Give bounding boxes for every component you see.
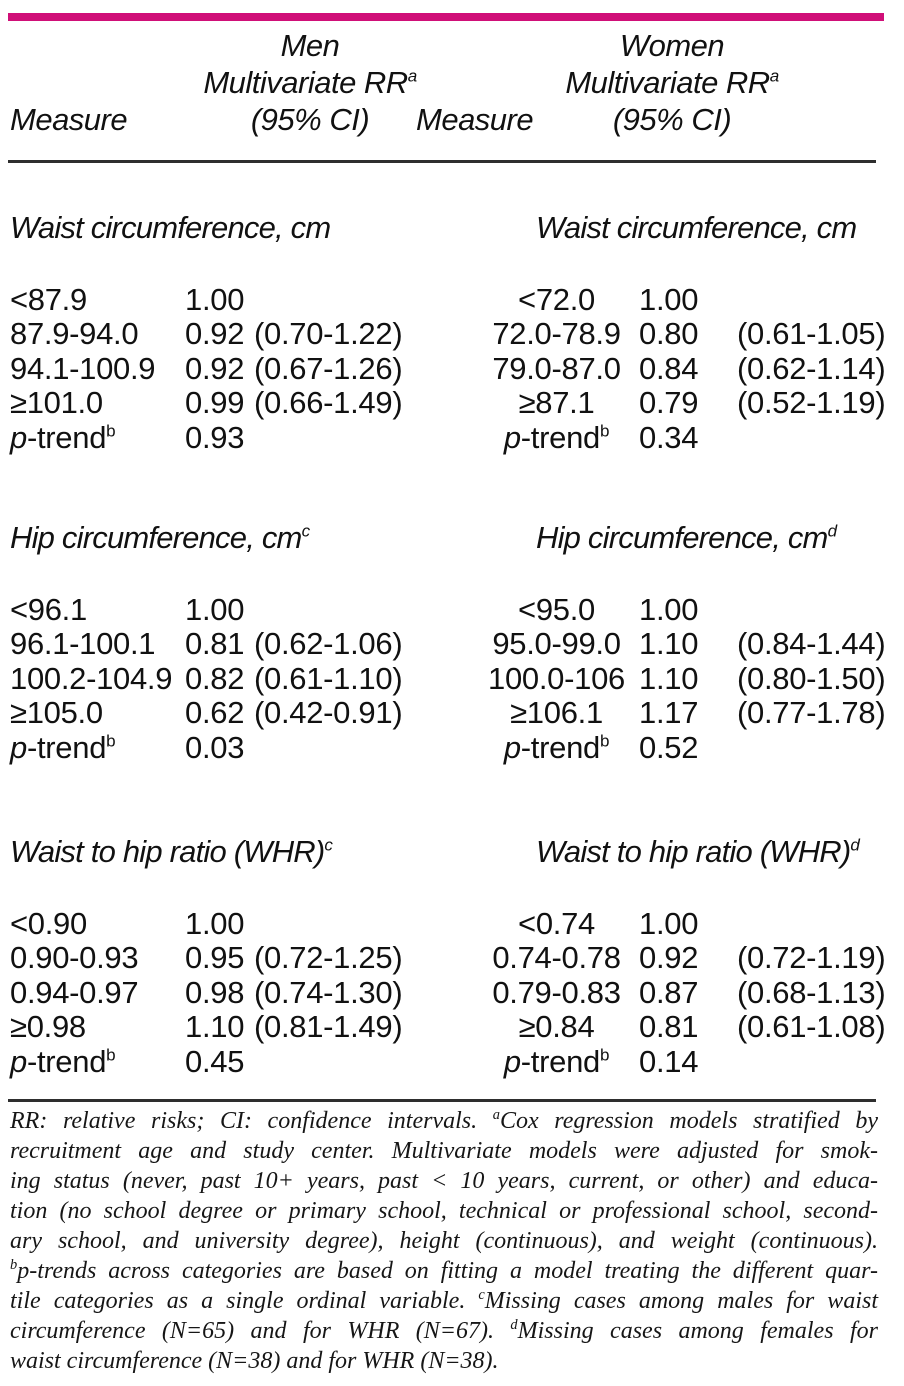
women-measure-value: 79.0-87.0 [492, 350, 621, 386]
measure-column-label-right: Measure [416, 102, 534, 137]
footnote-line: recruitment age and study center. Multivariate models were adjusted for smok- [10, 1138, 878, 1164]
women-rr-value: 1.00 [639, 592, 699, 627]
section-title-row [10, 211, 904, 245]
footnote-line: waist circumference (N=38) and for WHR (N=38). [10, 1348, 499, 1374]
men-rr-value: 1.00 [185, 282, 245, 317]
p-trend-footnote-marker: b [106, 731, 116, 751]
section-title-men [10, 521, 474, 555]
section-title-women [474, 521, 904, 555]
section-hip-circumference [0, 521, 904, 765]
footnote-marker: d [510, 1317, 518, 1333]
men-ci-value: (0.72-1.25) [254, 940, 403, 976]
p-trend-footnote-marker: b [599, 731, 610, 751]
footnote-line: tion (no school degree or primary school, technical or professional school, second- [10, 1198, 878, 1224]
men-measure-value: ≥105.0 [10, 695, 103, 731]
men-measure-value: ≥101.0 [10, 385, 103, 421]
section-title-women [474, 211, 904, 245]
measure-column-label-left: Measure [10, 102, 128, 137]
p-trend-label: p-trend$^b$ [10, 419, 116, 455]
men-measure-value: <96.1 [10, 592, 87, 627]
women-ci-value [737, 593, 904, 627]
women-header-line1: Women [619, 28, 725, 63]
men-ci-value [254, 421, 474, 455]
men-ci-value: (0.74-1.30) [254, 974, 403, 1010]
women-measure-value: 100.0-106 [488, 660, 625, 696]
men-ci-value: (0.42-0.91) [254, 695, 403, 731]
women-measure-value: 72.0-78.9 [492, 316, 621, 352]
men-p-trend-value: 0.93 [185, 419, 245, 455]
men-ci-value: (0.61-1.10) [254, 660, 403, 696]
section-title-footnote-marker: d [850, 835, 860, 855]
women-p-trend-value: 0.52 [639, 729, 699, 765]
men-column-header [185, 27, 435, 138]
men-rr-value: 1.00 [185, 906, 245, 941]
men-ci-value: (0.81-1.49) [254, 1009, 403, 1045]
section-title-row [10, 835, 904, 869]
footnote-line: circumference (N=65) and for WHR (N=67). $^d$Missing cases among females for [10, 1317, 878, 1344]
men-header-line2 [185, 64, 435, 101]
men-measure-value: <87.9 [10, 282, 87, 317]
men-p-trend-value: 0.03 [185, 729, 245, 765]
section-data-rows [10, 283, 904, 455]
men-ci-value [254, 593, 474, 627]
men-ci-value [254, 731, 474, 765]
men-header-footnote-marker: a [407, 66, 417, 86]
p-trend-label: p-trend$^b$ [10, 1043, 116, 1079]
men-header-line1: Men [280, 28, 340, 63]
women-ci-value [737, 907, 904, 941]
men-rr-value: 0.98 [185, 974, 245, 1010]
section-title-text: Hip circumference, cm [10, 520, 302, 555]
women-ci-value [737, 1045, 904, 1079]
section-waist-hip-ratio [0, 835, 904, 1079]
section-data-rows [10, 907, 904, 1079]
men-rr-value: 0.99 [185, 385, 245, 421]
women-ci-value [737, 283, 904, 317]
men-measure-value: 96.1-100.1 [10, 626, 156, 662]
section-title-text: Hip circumference, cm [536, 520, 828, 555]
section-title-footnote-marker: d [827, 521, 837, 541]
women-rr-value: 0.80 [639, 316, 699, 352]
section-title-text: Waist circumference, cm [536, 210, 857, 245]
men-ci-value [254, 1045, 474, 1079]
men-measure-value: 87.9-94.0 [10, 316, 139, 352]
men-header-line3: (95% CI) [250, 102, 370, 137]
section-title-text: Waist to hip ratio (WHR) [536, 834, 851, 869]
women-rr-value: 1.17 [639, 695, 699, 731]
women-measure-value: <0.74 [518, 906, 595, 941]
p-trend-footnote-marker: b [106, 421, 116, 441]
women-column-header [547, 27, 797, 138]
women-measure-value: 0.74-0.78 [492, 940, 621, 976]
p-trend-label: p-trend$^b$ [503, 1043, 610, 1079]
footnote-marker: c [478, 1287, 485, 1303]
women-measure-value: ≥0.84 [518, 1009, 595, 1045]
men-measure-value: 0.90-0.93 [10, 940, 139, 976]
men-rr-value: 0.92 [185, 316, 245, 352]
women-measure-value: ≥106.1 [510, 695, 603, 731]
women-ci-value: (0.72-1.19) [737, 940, 886, 976]
section-title-footnote-marker: c [301, 521, 310, 541]
women-header-rr-label: Multivariate RR [565, 65, 770, 100]
footnote-line: ing status (never, past 10+ years, past < 10 years, current, or other) and educa- [10, 1168, 878, 1194]
women-p-trend-value: 0.34 [639, 419, 699, 455]
footnote-line: tile categories as a single ordinal variable. $^c$Missing cases among males for waist [10, 1287, 878, 1314]
section-title-row [10, 521, 904, 555]
section-data-rows [10, 593, 904, 765]
women-ci-value: (0.77-1.78) [737, 695, 886, 731]
women-rr-value: 0.84 [639, 350, 699, 386]
section-title-women [474, 835, 904, 869]
men-measure-value: 0.94-0.97 [10, 974, 139, 1010]
p-trend-label: p-trend$^b$ [10, 729, 116, 765]
women-ci-value: (0.80-1.50) [737, 660, 886, 696]
women-header-footnote-marker: a [769, 66, 779, 86]
women-header-line3: (95% CI) [612, 102, 732, 137]
men-rr-value: 0.82 [185, 660, 245, 696]
men-rr-value: 0.92 [185, 350, 245, 386]
p-trend-footnote-marker: b [106, 1045, 116, 1065]
women-ci-value: (0.62-1.14) [737, 350, 886, 386]
women-rr-value: 0.92 [639, 940, 699, 976]
top-accent-bar [8, 13, 884, 21]
men-rr-value: 1.10 [185, 1009, 245, 1045]
footnote-rule [8, 1099, 876, 1102]
women-rr-value: 1.00 [639, 282, 699, 317]
women-ci-value: (0.61-1.05) [737, 316, 886, 352]
women-ci-value: (0.52-1.19) [737, 385, 886, 421]
men-p-trend-value: 0.45 [185, 1043, 245, 1079]
men-measure-value: <0.90 [10, 906, 87, 941]
section-title-men [10, 211, 474, 245]
women-measure-value: ≥87.1 [518, 385, 595, 421]
footnotes [10, 1106, 878, 1376]
women-ci-value: (0.68-1.13) [737, 974, 886, 1010]
men-measure-value: ≥0.98 [10, 1009, 86, 1045]
women-ci-value [737, 421, 904, 455]
men-rr-value: 0.81 [185, 626, 245, 662]
women-header-line2 [547, 64, 797, 101]
footnote-marker: b [10, 1257, 18, 1273]
section-title-text: Waist circumference, cm [10, 210, 331, 245]
women-ci-value: (0.61-1.08) [737, 1009, 886, 1045]
footnote-marker: a [492, 1107, 500, 1123]
men-ci-value: (0.62-1.06) [254, 626, 403, 662]
women-measure-value: 0.79-0.83 [492, 974, 621, 1010]
men-ci-value: (0.66-1.49) [254, 385, 403, 421]
section-waist-circumference [0, 211, 904, 455]
men-measure-value: 100.2-104.9 [10, 660, 173, 696]
men-measure-value: 94.1-100.9 [10, 350, 156, 386]
header-rule [8, 160, 876, 163]
section-title-text: Waist to hip ratio (WHR) [10, 834, 325, 869]
footnote-line: $^b$p-trends across categories are based on fitting a model treating the different quar- [10, 1257, 878, 1284]
men-header-rr-label: Multivariate RR [203, 65, 408, 100]
women-rr-value: 1.10 [639, 660, 699, 696]
women-measure-value: <72.0 [518, 282, 595, 317]
p-trend-footnote-marker: b [599, 1045, 610, 1065]
men-rr-value: 1.00 [185, 592, 245, 627]
p-trend-label: p-trend$^b$ [503, 729, 610, 765]
footnote-line: RR: relative risks; CI: confidence intervals. $^a$Cox regression models stratified by [10, 1107, 878, 1134]
women-ci-value: (0.84-1.44) [737, 626, 886, 662]
section-title-footnote-marker: c [324, 835, 333, 855]
women-rr-value: 0.81 [639, 1009, 699, 1045]
women-rr-value: 1.00 [639, 906, 699, 941]
footnote-line: ary school, and university degree), height (continuous), and weight (continuous). [10, 1228, 878, 1254]
men-ci-value: (0.67-1.26) [254, 350, 403, 386]
women-measure-value: 95.0-99.0 [492, 626, 621, 662]
women-rr-value: 0.79 [639, 385, 699, 421]
section-title-men [10, 835, 474, 869]
men-ci-value [254, 283, 474, 317]
women-rr-value: 1.10 [639, 626, 699, 662]
women-ci-value [737, 731, 904, 765]
women-measure-value: <95.0 [518, 592, 595, 627]
men-ci-value: (0.70-1.22) [254, 316, 403, 352]
p-trend-label: p-trend$^b$ [503, 419, 610, 455]
women-rr-value: 0.87 [639, 974, 699, 1010]
p-trend-footnote-marker: b [599, 421, 610, 441]
men-ci-value [254, 907, 474, 941]
men-rr-value: 0.62 [185, 695, 245, 731]
women-p-trend-value: 0.14 [639, 1043, 699, 1079]
men-rr-value: 0.95 [185, 940, 245, 976]
